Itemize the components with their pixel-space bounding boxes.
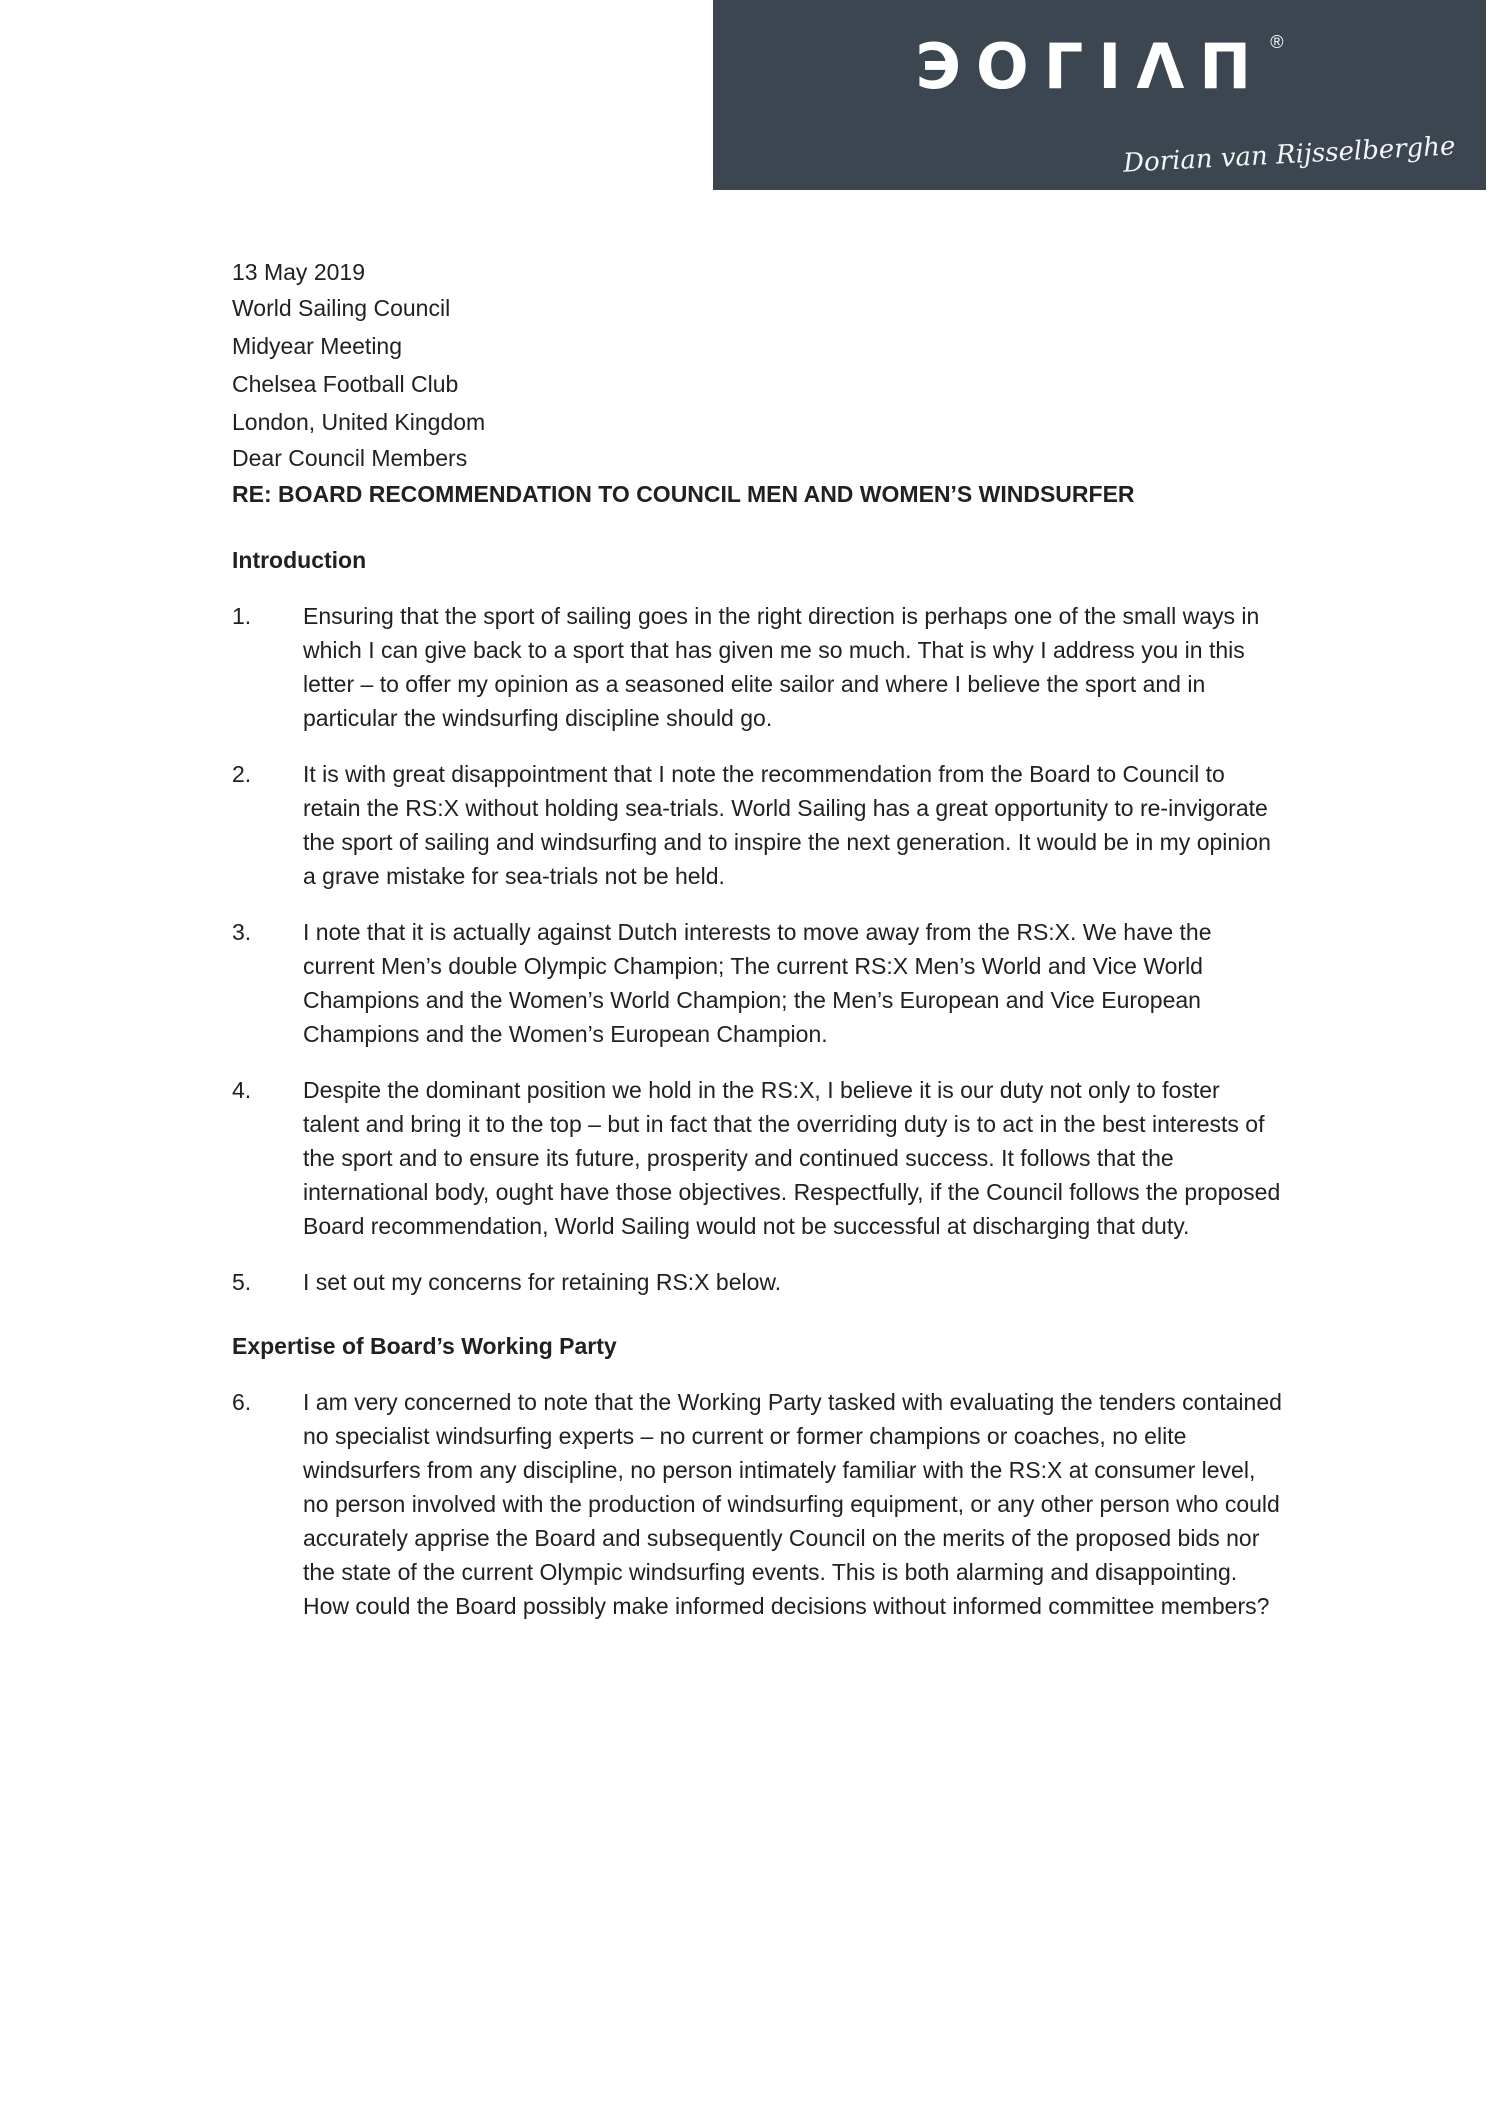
address-line: Midyear Meeting xyxy=(232,333,403,359)
paragraph-text: It is with great disappointment that I note the recommendation from the Board to Council to retain the RS:X without holding sea-trials. World Sailing has a great opportunity to re-invigorate the sport of sailing and windsurfing and to inspire the next generation. It would be in my opinion a grave mistake for sea-trials not be held. xyxy=(303,761,1271,889)
dorian-signature: Dorian van Rijsselberghe xyxy=(1122,131,1457,179)
paragraph-number: 5. xyxy=(232,1269,252,1295)
numbered-paragraph xyxy=(232,1385,1282,1623)
paragraph-number: 3. xyxy=(232,919,252,945)
paragraph-number: 4. xyxy=(232,1077,252,1103)
registered-trademark-icon: ® xyxy=(1270,32,1284,52)
numbered-paragraph xyxy=(232,915,1282,1051)
paragraph-number: 1. xyxy=(232,603,252,629)
section-heading-introduction: Introduction xyxy=(232,547,367,573)
address-line: World Sailing Council xyxy=(232,295,451,321)
salutation: Dear Council Members xyxy=(232,445,468,471)
paragraph-text: Ensuring that the sport of sailing goes in the right direction is perhaps one of the small ways in which I can give back to a sport that has given me so much. That is why I address you in this letter – to offer my opinion as a seasoned elite sailor and where I believe the sport and in particular the windsurfing discipline should go. xyxy=(303,603,1260,731)
dorian-logo-wordmark: ЭOΓIΛΠ xyxy=(915,30,1267,103)
numbered-paragraph xyxy=(232,757,1282,893)
paragraph-text: I am very concerned to note that the Working Party tasked with evaluating the tenders contained no specialist windsurfing experts – no current or former champions or coaches, no elite windsurfers from any discipline, no person intimately familiar with the RS:X at consumer level, no person involved with the production of windsurfing equipment, or any other person who could accurately apprise the Board and subsequently Council on the merits of the proposed bids nor the state of the current Olympic windsurfing events. This is both alarming and disappointing. How could the Board possibly make informed decisions without informed committee members? xyxy=(303,1389,1282,1619)
paragraph-text: I note that it is actually against Dutch interests to move away from the RS:X. We have the current Men’s double Olympic Champion; The current RS:X Men’s World and Vice World Champions and the Women’s World Champion; the Men’s European and Vice European Champions and the Women’s European Champion. xyxy=(303,919,1212,1047)
paragraph-number: 6. xyxy=(232,1389,252,1415)
paragraph-text: I set out my concerns for retaining RS:X below. xyxy=(303,1269,782,1295)
numbered-paragraph xyxy=(232,1073,1282,1243)
paragraph-text: Despite the dominant position we hold in the RS:X, I believe it is our duty not only to foster talent and bring it to the top – but in fact that the overriding duty is to act in the best interests of the sport and to ensure its future, prosperity and continued success. It follows that the international body, ought have those objectives. Respectfully, if the Council follows the proposed Board recommendation, World Sailing would not be successful at discharging that duty. xyxy=(303,1077,1281,1239)
section-heading-expertise: Expertise of Board’s Working Party xyxy=(232,1333,617,1359)
letter-body xyxy=(232,255,1282,1623)
subject-line: RE: BOARD RECOMMENDATION TO COUNCIL MEN AND WOMEN’S WINDSURFER xyxy=(232,481,1135,507)
recipient-address xyxy=(232,289,1282,441)
numbered-paragraph xyxy=(232,1265,1282,1299)
numbered-paragraph xyxy=(232,599,1282,735)
letter-date: 13 May 2019 xyxy=(232,259,365,285)
address-line: Chelsea Football Club xyxy=(232,371,459,397)
address-line: London, United Kingdom xyxy=(232,409,486,435)
letterhead-logo-block xyxy=(713,0,1486,190)
dorian-logo xyxy=(713,0,1486,103)
paragraph-number: 2. xyxy=(232,761,252,787)
